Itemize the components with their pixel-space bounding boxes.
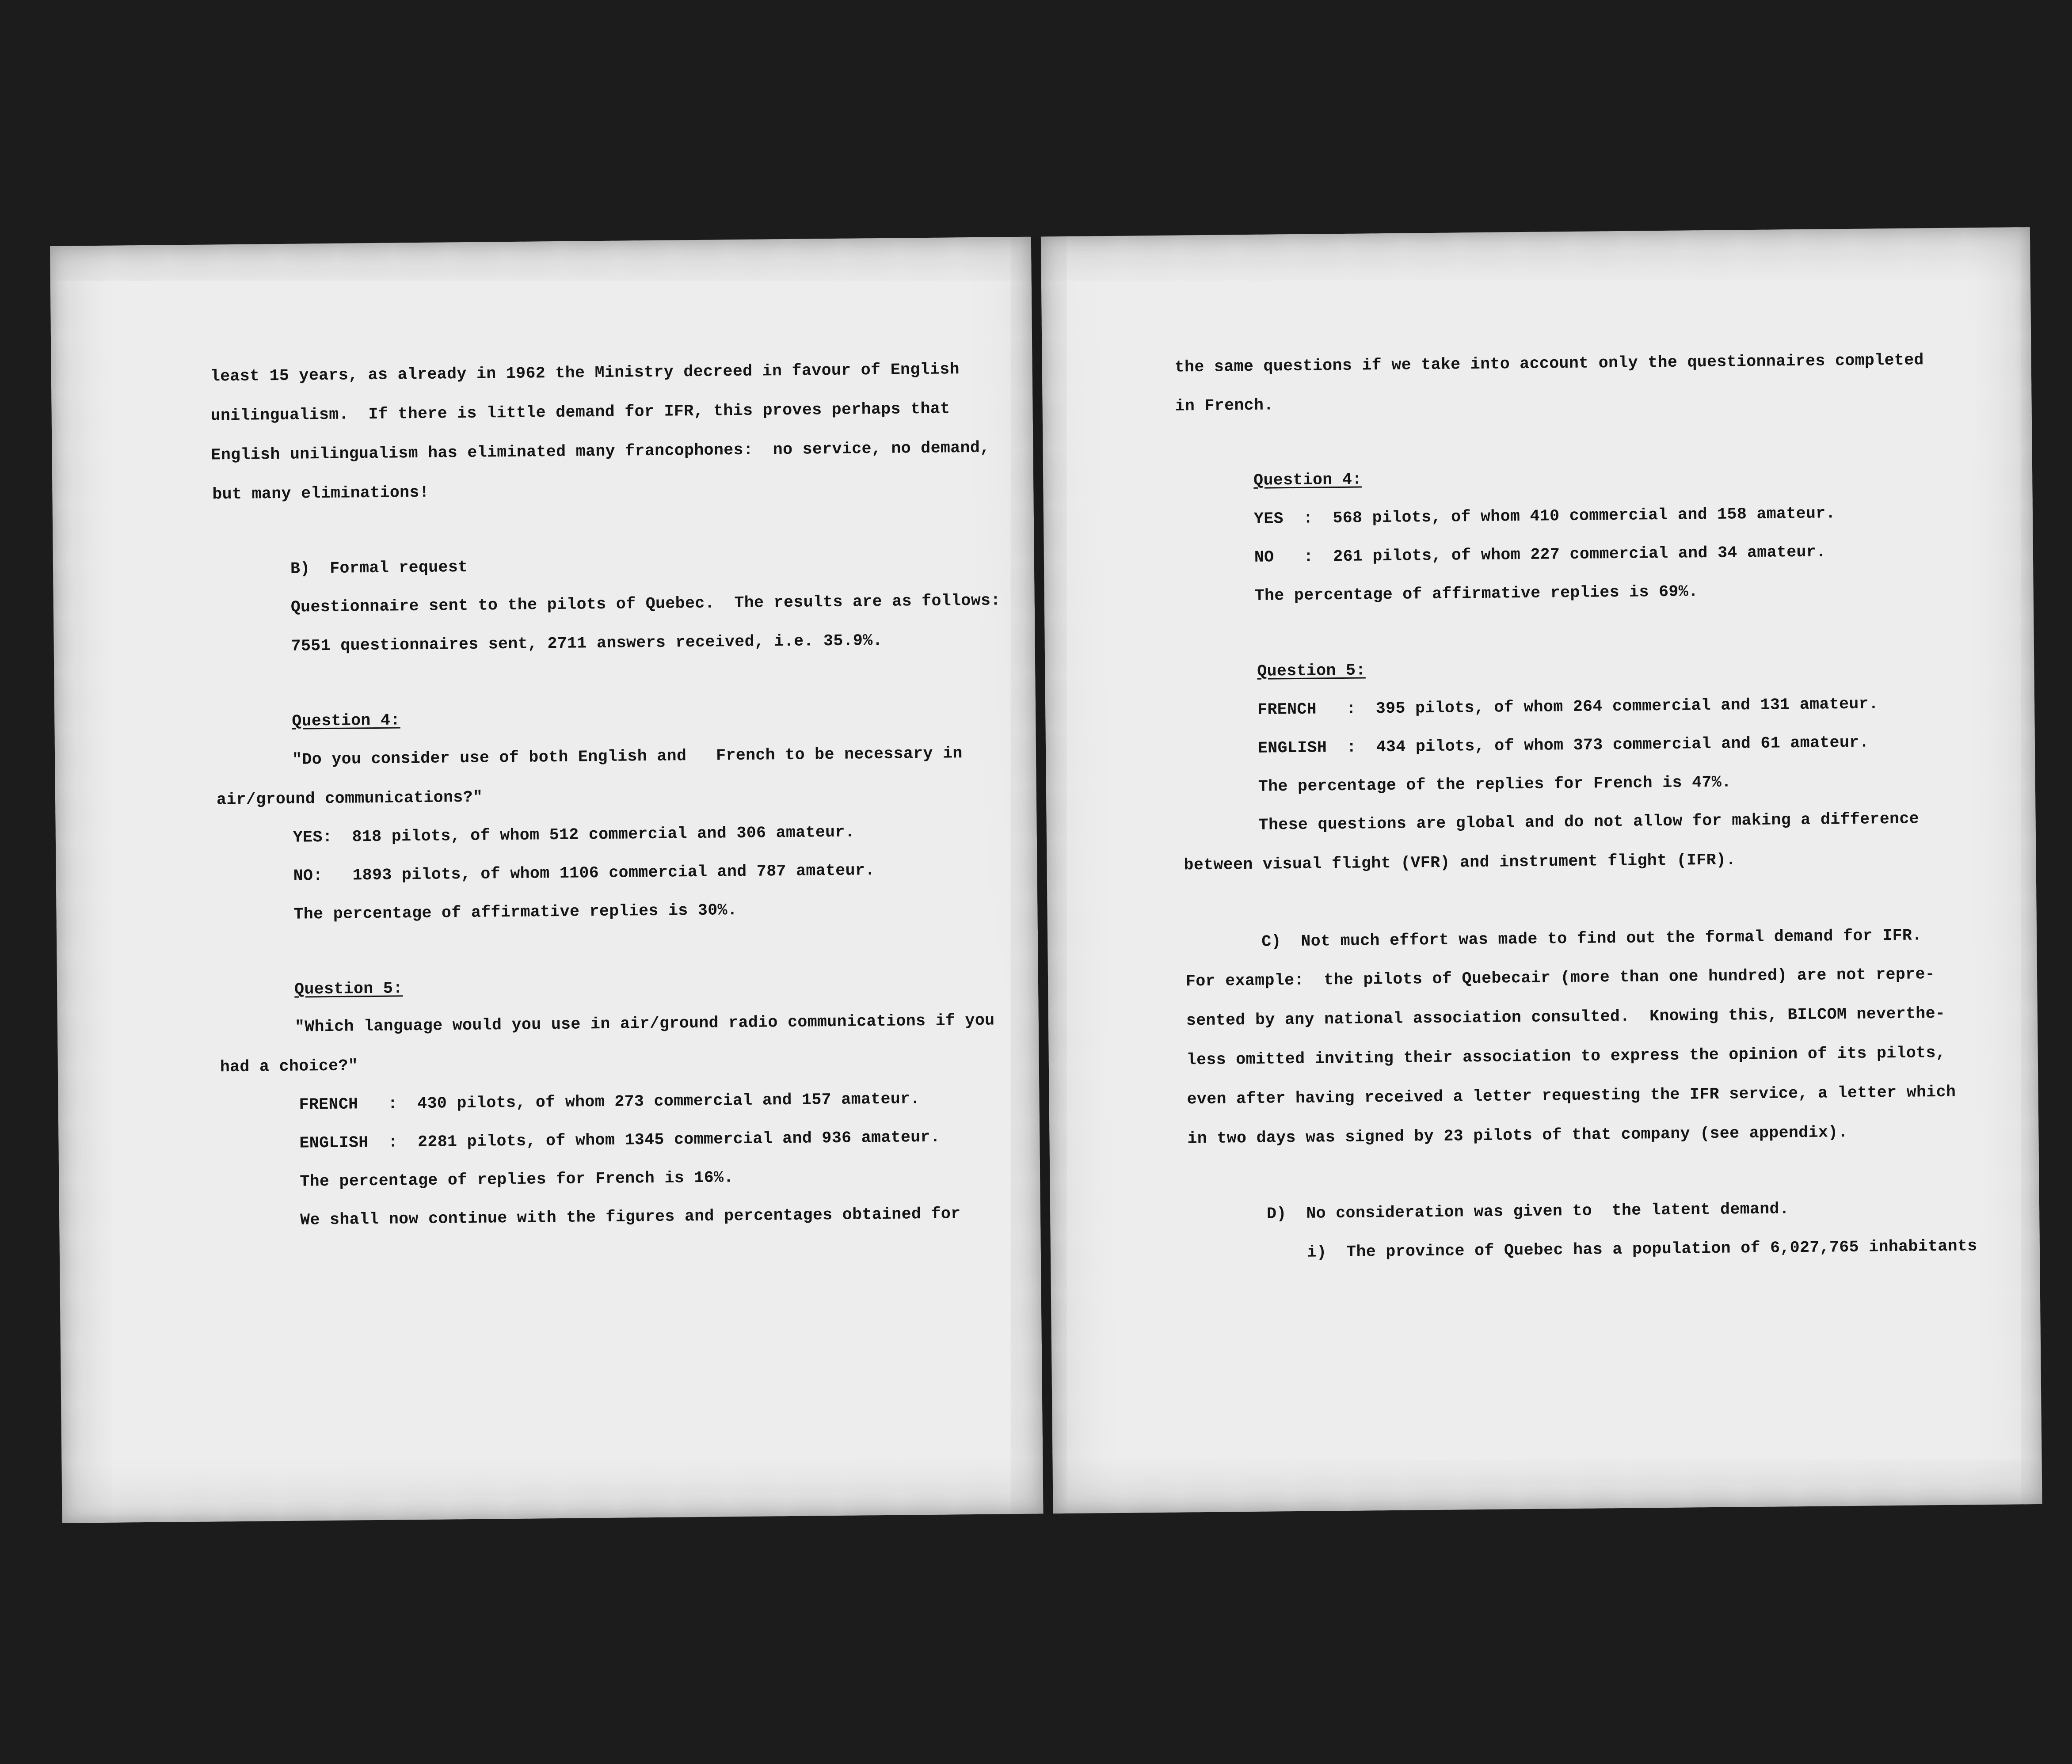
section-heading: D) No consideration was given to the latent demand. <box>1266 1200 1790 1223</box>
body-line: unilingualism. If there is little demand for IFR, this proves perhaps that <box>210 399 950 425</box>
result-line: ENGLISH : 2281 pilots, of whom 1345 commercial and 936 amateur. <box>299 1128 941 1152</box>
body-line: 7551 questionnaires sent, 2711 answers received, i.e. 35.9%. <box>291 631 883 655</box>
section-heading: B) Formal request <box>290 558 468 578</box>
list-item: i) The province of Quebec has a population of 6,027,765 inhabitants <box>1306 1237 1977 1262</box>
result-line: NO: 1893 pilots, of whom 1106 commercial and 787 amateur. <box>293 861 875 885</box>
question-heading: Question 5: <box>294 979 403 999</box>
body-line: We shall now continue with the figures and percentages obtained for <box>300 1205 961 1229</box>
body-line: C) Not much effort was made to find out the formal demand for IFR. <box>1261 926 1922 951</box>
result-line: FRENCH : 430 pilots, of whom 273 commercial and 157 amateur. <box>299 1090 920 1114</box>
question-heading: Question 4: <box>1253 470 1362 490</box>
body-line: less omitted inviting their association to express the opinion of its pilots, <box>1186 1043 1946 1069</box>
percentage-line: The percentage of affirmative replies is 69%. <box>1254 582 1699 605</box>
bleed-through <box>183 313 871 336</box>
left-page <box>50 237 1044 1523</box>
body-line: but many eliminations! <box>212 483 430 504</box>
scanned-spread <box>50 227 2042 1523</box>
result-line: NO : 261 pilots, of whom 227 commercial and 34 amateur. <box>1254 543 1826 566</box>
question-text: "Which language would you use in air/ground radio communications if you <box>294 1011 995 1036</box>
question-heading: Question 5: <box>1257 661 1366 681</box>
body-line: least 15 years, as already in 1962 the Ministry decreed in favour of English <box>210 360 960 386</box>
result-line: FRENCH : 395 pilots, of whom 264 commercial and 131 amateur. <box>1257 695 1879 719</box>
body-line: sented by any national association consulted. Knowing this, BILCOM neverthe- <box>1186 1004 1946 1030</box>
percentage-line: The percentage of the replies for French is 47%. <box>1258 773 1732 796</box>
body-line: English unilingualism has eliminated many francophones: no service, no demand, <box>211 438 990 464</box>
result-line: ENGLISH : 434 pilots, of whom 373 commercial and 61 amateur. <box>1257 733 1869 757</box>
question-text: air/ground communications?" <box>216 788 483 809</box>
body-line: in two days was signed by 23 pilots of that company (see appendix). <box>1187 1123 1848 1148</box>
result-line: YES: 818 pilots, of whom 512 commercial and 306 amateur. <box>293 823 855 847</box>
body-line: between visual flight (VFR) and instrument flight (IFR). <box>1184 851 1736 874</box>
body-line: These questions are global and do not allow for making a difference <box>1258 810 1920 834</box>
body-line: For example: the pilots of Quebecair (more than one hundred) are not repre- <box>1185 965 1935 991</box>
question-text: had a choice?" <box>220 1057 358 1076</box>
result-line: YES : 568 pilots, of whom 410 commercial and 158 amateur. <box>1253 504 1836 528</box>
body-line: in French. <box>1175 396 1274 415</box>
body-line: Questionnaire sent to the pilots of Quebec. The results are as follows: <box>290 591 1001 616</box>
percentage-line: The percentage of affirmative replies is 30%. <box>293 901 738 924</box>
question-heading: Question 4: <box>292 711 400 730</box>
body-line: even after having received a letter requesting the IFR service, a letter which <box>1187 1083 1956 1109</box>
body-line: the same questions if we take into account only the questionnaires completed <box>1174 351 1924 376</box>
percentage-line: The percentage of replies for French is 16%. <box>300 1168 734 1191</box>
right-page <box>1041 227 2042 1513</box>
question-text: "Do you consider use of both English and French to be necessary in <box>292 744 963 769</box>
